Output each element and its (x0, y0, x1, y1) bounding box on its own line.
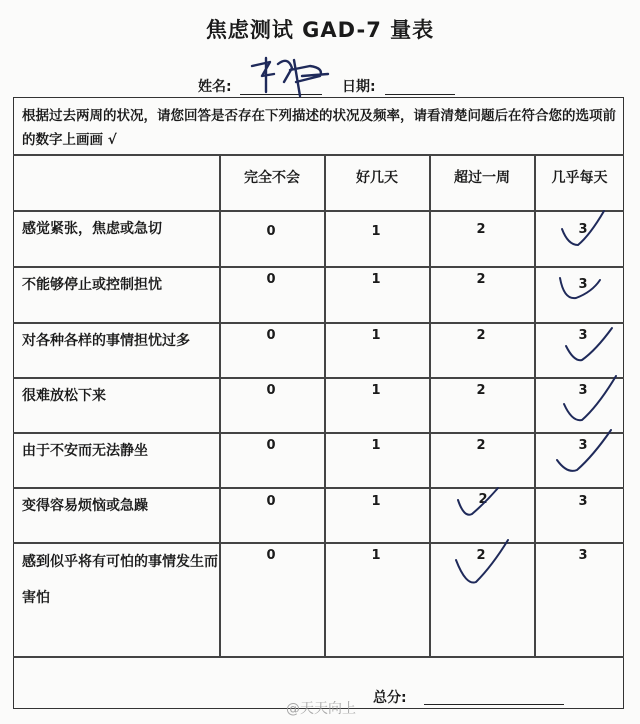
option-1[interactable]: 1 (371, 494, 381, 509)
option-3[interactable]: 3 (578, 548, 588, 563)
column-header-never: 完全不会 (244, 170, 300, 186)
check-mark-icon (452, 536, 512, 588)
option-0[interactable]: 0 (266, 383, 276, 398)
check-mark-icon (560, 372, 620, 424)
total-score-line[interactable] (424, 704, 564, 705)
item-3-text: 对各种各样的事情担忧过多 (22, 333, 190, 349)
item-4-text: 很难放松下来 (22, 388, 106, 404)
column-divider (324, 154, 326, 656)
column-divider (429, 154, 431, 656)
option-1[interactable]: 1 (371, 383, 381, 398)
option-1[interactable]: 1 (371, 438, 381, 453)
option-3[interactable]: 3 (578, 438, 588, 453)
table-top-border (13, 154, 624, 156)
option-0[interactable]: 0 (266, 548, 276, 563)
item-6-text: 变得容易烦恼或急躁 (22, 498, 148, 514)
date-line (385, 94, 455, 95)
option-2[interactable]: 2 (476, 222, 486, 237)
watermark: @天天向上 (286, 701, 356, 717)
option-0[interactable]: 0 (266, 494, 276, 509)
item-5-text: 由于不安而无法静坐 (22, 443, 148, 459)
option-1[interactable]: 1 (371, 224, 381, 239)
page-title: 焦虑测试 GAD-7 量表 (205, 18, 435, 42)
handwritten-signature (240, 52, 332, 100)
item-2-text: 不能够停止或控制担忧 (22, 277, 162, 293)
check-mark-icon (562, 324, 618, 366)
option-2[interactable]: 2 (476, 438, 486, 453)
option-3[interactable]: 3 (578, 494, 588, 509)
check-mark-icon (556, 270, 608, 308)
check-mark-icon (556, 205, 612, 255)
option-1[interactable]: 1 (371, 548, 381, 563)
option-2[interactable]: 2 (476, 548, 486, 563)
check-mark-icon (553, 424, 615, 476)
option-0[interactable]: 0 (266, 438, 276, 453)
option-2[interactable]: 2 (476, 328, 486, 343)
option-1[interactable]: 1 (371, 328, 381, 343)
option-2[interactable]: 2 (476, 272, 486, 287)
option-0[interactable]: 0 (266, 272, 276, 287)
total-score-label: 总分: (373, 690, 407, 706)
option-3[interactable]: 3 (578, 277, 588, 292)
column-divider (219, 154, 221, 656)
date-label: 日期: (342, 79, 376, 95)
option-1[interactable]: 1 (371, 272, 381, 287)
column-header-over-a-week: 超过一周 (454, 170, 510, 186)
option-0[interactable]: 0 (266, 328, 276, 343)
item-1-text: 感觉紧张，焦虑或急切 (22, 221, 162, 237)
option-3[interactable]: 3 (578, 383, 588, 398)
check-mark-icon (454, 484, 504, 520)
option-0[interactable]: 0 (266, 224, 276, 239)
option-2[interactable]: 2 (476, 383, 486, 398)
name-label: 姓名: (198, 79, 232, 95)
table-bottom-border (13, 656, 624, 658)
option-2[interactable]: 2 (478, 492, 488, 507)
column-header-several-days: 好几天 (356, 170, 398, 186)
instructions-text: 根据过去两周的状况，请您回答是否存在下列描述的状况及频率，请看清楚问题后在符合您的选项前的数字上画画 √ (22, 108, 616, 148)
column-header-nearly-every-day: 几乎每天 (551, 170, 608, 186)
option-3[interactable]: 3 (578, 328, 588, 343)
column-divider (534, 154, 536, 656)
item-7-text: 感到似乎将有可怕的事情发生而害怕 (22, 554, 218, 606)
option-3[interactable]: 3 (578, 222, 588, 237)
